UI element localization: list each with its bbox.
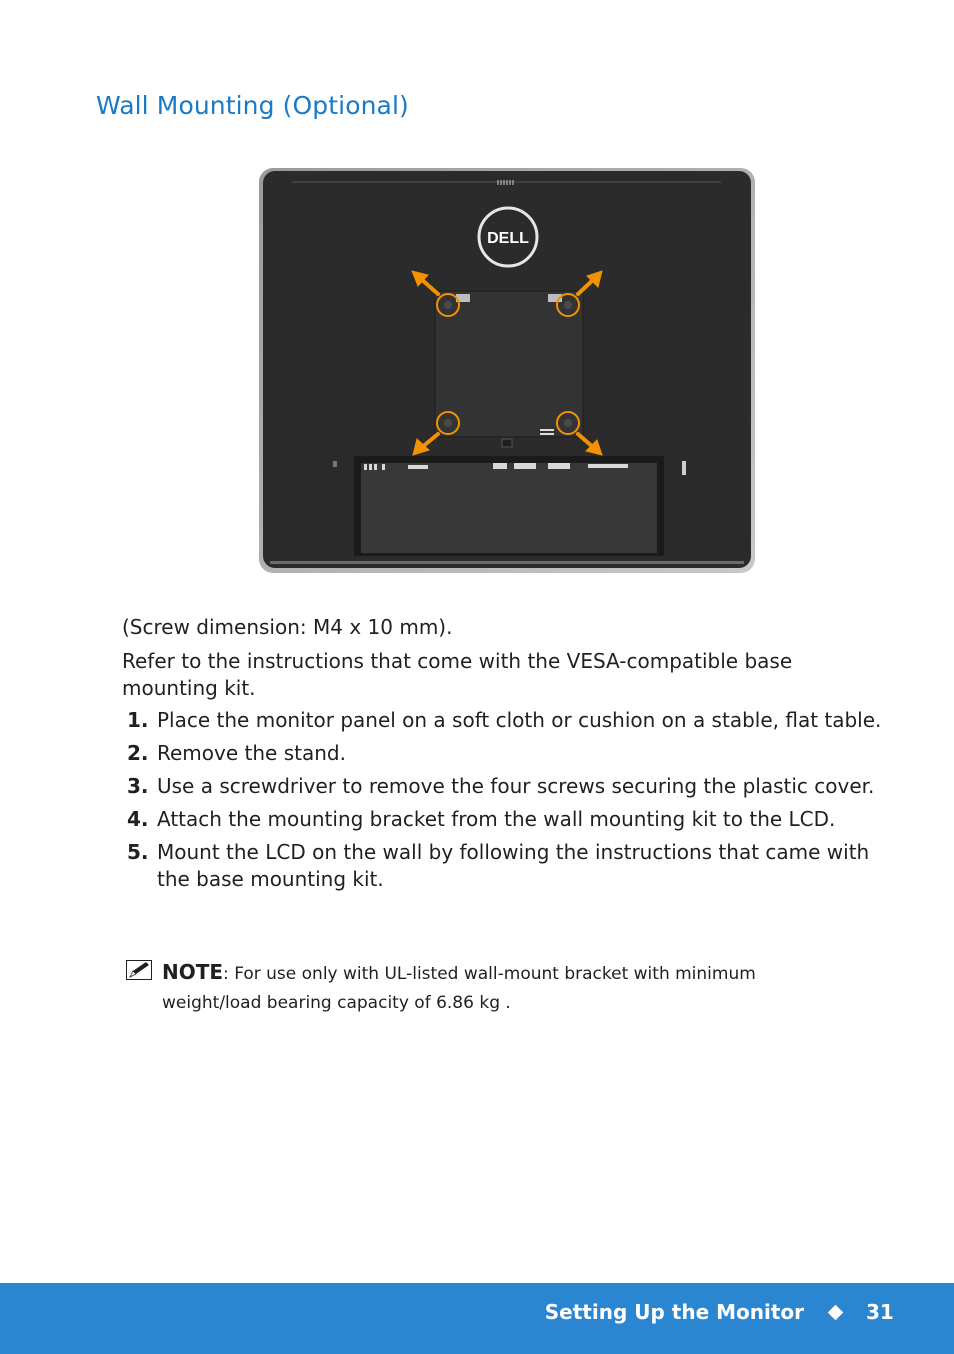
- monitor-back-figure: [258, 167, 756, 575]
- step-text: Mount the LCD on the wall by following the instructions that came with the base mounting kit.: [157, 840, 870, 891]
- step-text: Remove the stand.: [157, 741, 346, 765]
- step-number: 5.: [127, 840, 149, 864]
- page-number: 31: [866, 1300, 894, 1324]
- note-label: NOTE: [162, 960, 224, 984]
- step-text: Attach the mounting bracket from the wall mounting kit to the LCD.: [157, 807, 836, 831]
- page-title: Wall Mounting (Optional): [96, 91, 409, 120]
- list-item: [122, 839, 882, 893]
- step-number: 1.: [127, 708, 149, 732]
- list-item: [122, 707, 882, 734]
- diamond-icon: [828, 1305, 844, 1321]
- list-item: [122, 806, 882, 833]
- step-text: Place the monitor panel on a soft cloth or cushion on a stable, flat table.: [157, 708, 882, 732]
- note-text: NOTE: For use only with UL-listed wall-mount bracket with minimum weight/load bearing capacity of 6.86 kg .: [162, 960, 756, 1013]
- dell-logo: [479, 208, 537, 266]
- list-item: [122, 740, 882, 767]
- page-footer: [0, 1283, 954, 1354]
- pencil-note-icon: [126, 960, 152, 980]
- list-item: [122, 773, 882, 800]
- footer-section-title: Setting Up the Monitor: [544, 1300, 804, 1324]
- step-number: 4.: [127, 807, 149, 831]
- steps-list: [122, 707, 882, 899]
- screw-dimension-text: (Screw dimension: M4 x 10 mm).: [122, 615, 453, 639]
- note-body: For use only with UL-listed wall-mount bracket with minimum weight/load bearing capacity of 6.86 kg .: [162, 964, 756, 1013]
- step-text: Use a screwdriver to remove the four screws securing the plastic cover.: [157, 774, 875, 798]
- note-block: [126, 958, 846, 1018]
- dell-logo-text: DELL: [487, 230, 529, 247]
- step-number: 2.: [127, 741, 149, 765]
- intro-text: Refer to the instructions that come with the VESA-compatible base mounting kit.: [122, 649, 793, 700]
- step-number: 3.: [127, 774, 149, 798]
